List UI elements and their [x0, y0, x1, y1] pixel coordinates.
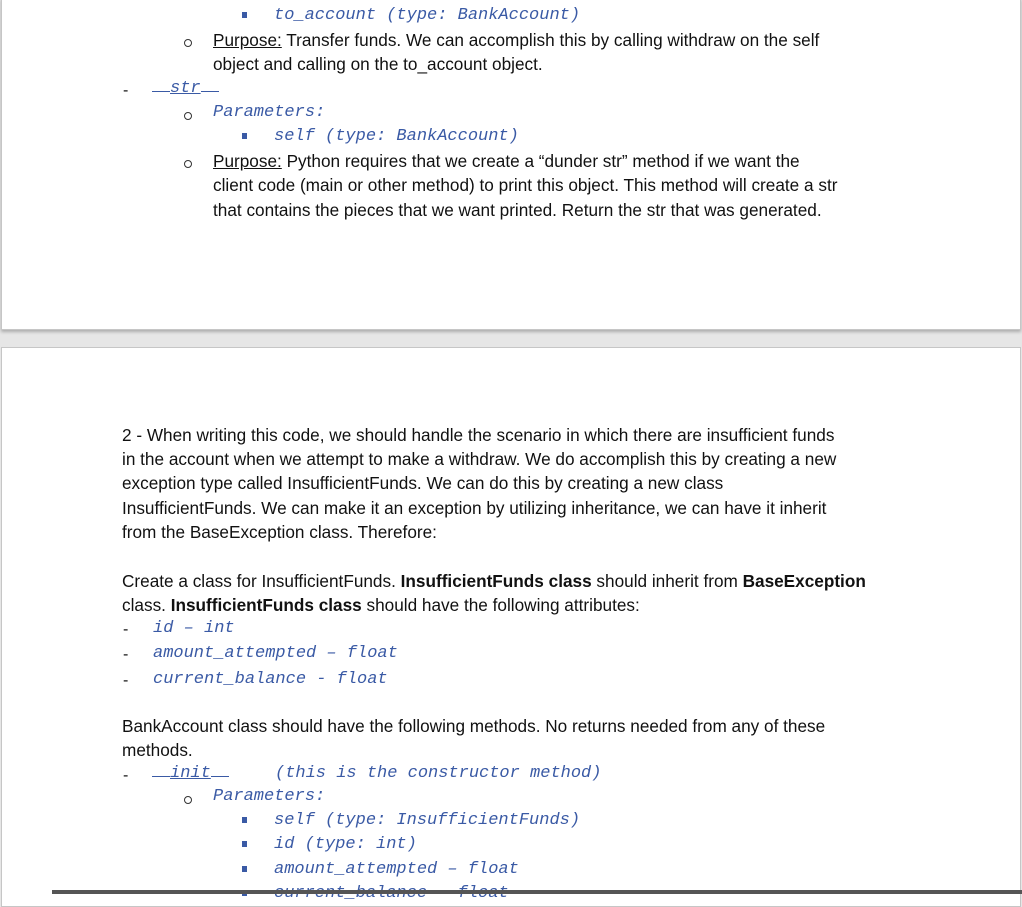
- attribute-id: id – int: [153, 619, 235, 638]
- attribute-current-balance: current_balance - float: [153, 670, 388, 689]
- purpose-str: Purpose: Python requires that we create a “dunder str” method if we want the: [213, 151, 800, 171]
- circle-bullet-icon: [184, 39, 192, 47]
- paragraph-line: InsufficientFunds. We can make it an exception by utilizing inheritance, we can have it inherit: [122, 498, 827, 518]
- dash-bullet: -: [123, 672, 129, 689]
- paragraph-line: 2 - When writing this code, we should handle the scenario in which there are insufficient funds: [122, 425, 835, 445]
- square-bullet-icon: [242, 866, 247, 872]
- square-bullet-icon: [242, 841, 247, 847]
- purpose-str-line3: that contains the pieces that we want printed. Return the str that was generated.: [213, 200, 822, 220]
- square-bullet-icon: [242, 12, 247, 18]
- method-init: init: [152, 764, 229, 783]
- square-bullet-icon: [242, 133, 247, 139]
- purpose-transfer-cont: object and calling on the to_account object.: [213, 54, 543, 74]
- param-to-account: to_account (type: BankAccount): [274, 6, 581, 25]
- method-str: str: [152, 79, 219, 98]
- parameters-label: Parameters:: [213, 787, 326, 806]
- purpose-label: Purpose:: [213, 30, 282, 50]
- purpose-text: Transfer funds. We can accomplish this by calling withdraw on the self: [281, 30, 820, 50]
- document-page-1: [1, 0, 1021, 330]
- methods-intro-line1: BankAccount class should have the following methods. No returns needed from any of these: [122, 716, 826, 736]
- dash-bullet: -: [123, 646, 129, 663]
- attribute-amount-attempted: amount_attempted – float: [153, 644, 398, 663]
- dash-bullet: -: [123, 82, 129, 99]
- paragraph-line: from the BaseException class. Therefore:: [122, 522, 437, 542]
- param-id: id (type: int): [274, 835, 417, 854]
- class-spec-line1: Create a class for InsufficientFunds. InsufficientFunds class should inherit from BaseException: [122, 571, 866, 591]
- methods-intro-line2: methods.: [122, 740, 193, 760]
- class-spec-line2: class. InsufficientFunds class should have the following attributes:: [122, 595, 640, 615]
- circle-bullet-icon: [184, 112, 192, 120]
- purpose-transfer: [213, 30, 819, 51]
- square-bullet-icon: [242, 817, 247, 823]
- circle-bullet-icon: [184, 160, 192, 168]
- dash-bullet: -: [123, 767, 129, 784]
- paragraph-line: exception type called InsufficientFunds. We can do this by creating a new class: [122, 473, 724, 493]
- purpose-str-line2: client code (main or other method) to print this object. This method will create a str: [213, 175, 838, 195]
- document-page-2: [1, 347, 1021, 907]
- paragraph-line: in the account when we attempt to make a withdraw. We do accomplish this by creating a new: [122, 449, 837, 469]
- param-amount-attempted: amount_attempted – float: [274, 860, 519, 879]
- param-self: self (type: BankAccount): [274, 127, 519, 146]
- init-comment: (this is the constructor method): [275, 764, 602, 783]
- bottom-scroll-shadow: [52, 890, 1022, 894]
- circle-bullet-icon: [184, 796, 192, 804]
- parameters-label: Parameters:: [213, 103, 326, 122]
- dash-bullet: -: [123, 621, 129, 638]
- param-self: self (type: InsufficientFunds): [274, 811, 581, 830]
- purpose-label: Purpose:: [213, 151, 282, 171]
